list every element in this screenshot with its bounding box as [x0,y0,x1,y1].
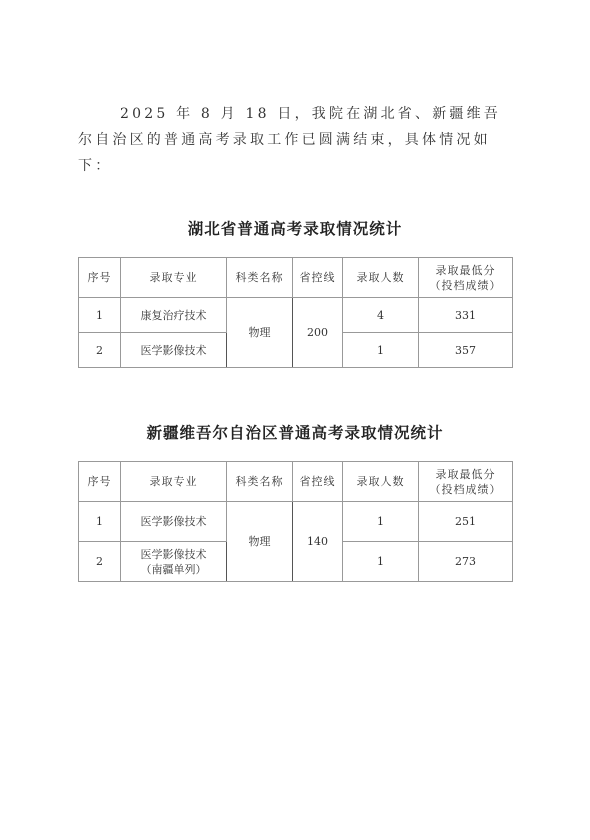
cell-control-line: 200 [293,298,343,368]
header-no: 序号 [79,258,121,298]
header-major: 录取专业 [121,258,227,298]
table-header-row [79,258,513,298]
table-title-hubei: 湖北省普通高考录取情况统计 [187,220,403,238]
table-header-row [79,462,513,502]
header-control-line: 省控线 [293,462,343,502]
header-category: 科类名称 [227,258,293,298]
cell-control-line: 140 [293,502,343,582]
cell-count: 1 [343,333,419,368]
cell-no: 2 [79,333,121,368]
header-count: 录取人数 [343,462,419,502]
cell-count: 1 [343,542,419,582]
intro-paragraph [78,101,514,179]
intro-text: 2025 年 8 月 18 日，我院在湖北省、新疆维吾尔自治区的普通高考录取工作已圆满结束，具体情况如下： [78,106,502,174]
hubei-admission-table [78,257,513,368]
cell-major: 医学影像技术 [121,333,227,368]
cell-no: 2 [79,542,121,582]
table-title-xinjiang: 新疆维吾尔自治区普通高考录取情况统计 [146,424,444,442]
cell-major-note: （南疆单列） [140,562,207,576]
header-control-line: 省控线 [293,258,343,298]
cell-count: 4 [343,298,419,333]
header-major: 录取专业 [121,462,227,502]
cell-no: 1 [79,502,121,542]
header-min-score [419,258,513,298]
cell-major [121,542,227,582]
cell-min-score: 331 [419,298,513,333]
header-category: 科类名称 [227,462,293,502]
header-count: 录取人数 [343,258,419,298]
header-min-score-label: 录取最低分 [435,467,496,481]
cell-min-score: 273 [419,542,513,582]
cell-min-score: 357 [419,333,513,368]
cell-no: 1 [79,298,121,333]
cell-major: 医学影像技术 [121,502,227,542]
cell-category: 物理 [227,502,293,582]
header-no: 序号 [79,462,121,502]
cell-category: 物理 [227,298,293,368]
xinjiang-admission-table [78,461,513,582]
table-row [79,502,513,542]
cell-major-name: 医学影像技术 [140,547,207,561]
header-min-score-note: （投档成绩） [429,278,502,292]
cell-count: 1 [343,502,419,542]
table-row [79,298,513,333]
header-min-score-label: 录取最低分 [435,263,496,277]
header-min-score [419,462,513,502]
header-min-score-note: （投档成绩） [429,482,502,496]
cell-major: 康复治疗技术 [121,298,227,333]
cell-min-score: 251 [419,502,513,542]
